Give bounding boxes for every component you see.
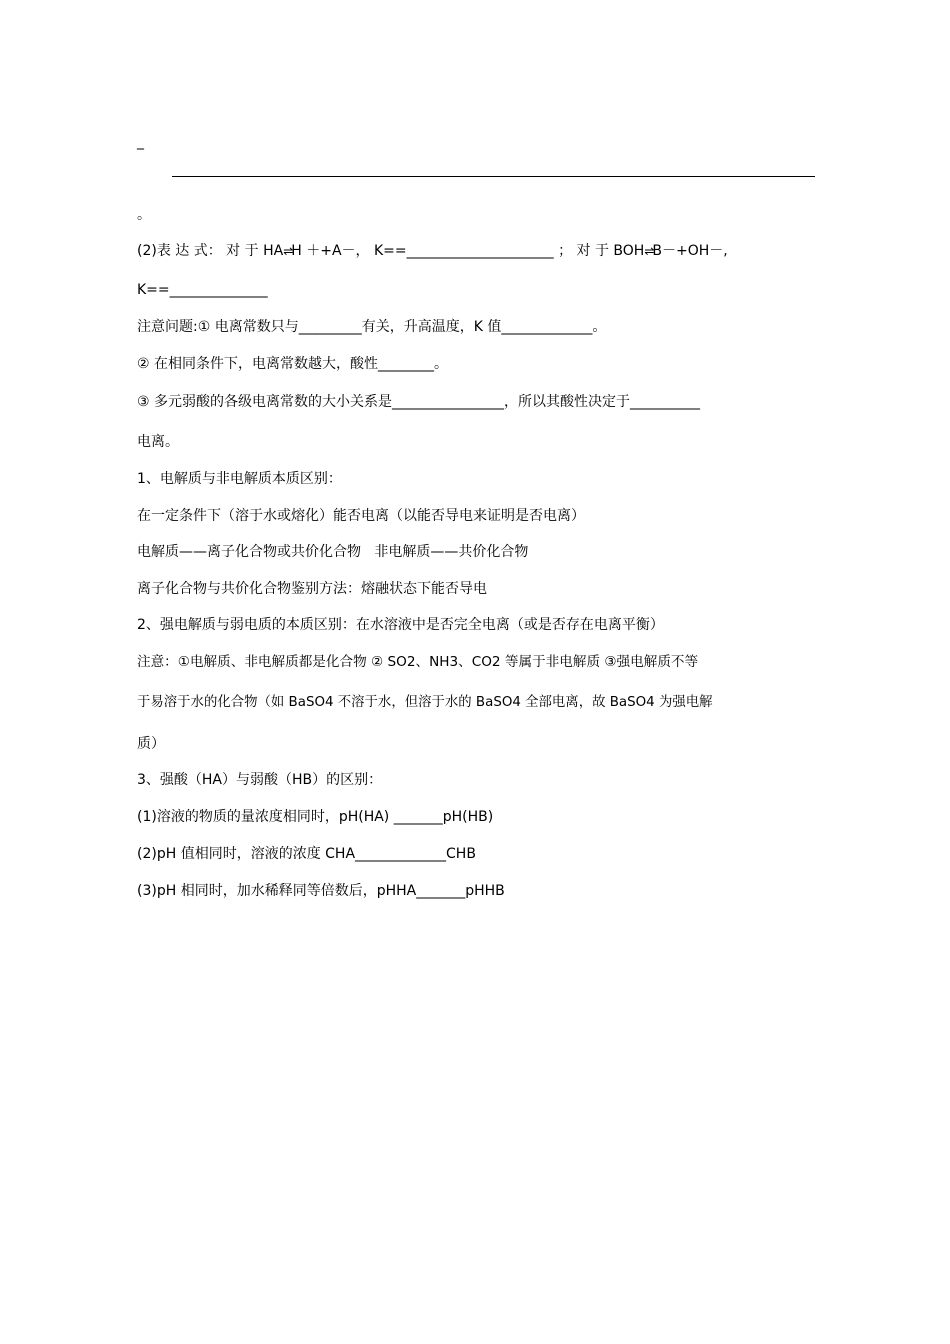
section-2-note-1: 注意：①电解质、非电解质都是化合物 ② SO2、NH3、CO2 等属于非电解质 ③强电解质不等 xyxy=(137,654,699,670)
section-1-line-2: 电解质——离子化合物或共价化合物 非电解质——共价化合物 xyxy=(137,544,529,560)
equilibrium-arrow-icon: ⇌ xyxy=(283,244,292,258)
note-line-1: 注意问题:① 电离常数只与_________有关，升高温度，K 值_____________。 xyxy=(137,319,607,335)
note-line-3: ③ 多元弱酸的各级电离常数的大小关系是________________，所以其酸性决定于__________ xyxy=(137,394,700,410)
section-3-heading: 3、强酸（HA）与弱酸（HB）的区别： xyxy=(137,772,383,788)
note-line-3-cont: 电离。 xyxy=(137,434,179,450)
k-expression-line: K==______________ xyxy=(137,282,268,298)
note-line-2: ② 在相同条件下，电离常数越大，酸性________。 xyxy=(137,356,448,372)
section-1-heading: 1、电解质与非电解质本质区别： xyxy=(137,471,342,487)
section-1-line-3: 离子化合物与共价化合物鉴别方法：熔融状态下能否导电 xyxy=(137,581,487,597)
dash-line: _ xyxy=(137,134,144,150)
section-1-line-1: 在一定条件下（溶于水或熔化）能否电离（以能否导电来证明是否电离） xyxy=(137,508,585,524)
expression-part-1: (2)表 达 式： 对 于 HA⇌H ＋+A－， K==_____________________ ； 对 于 BOH⇌B－+OH－, xyxy=(137,243,728,259)
section-3-item-1: (1)溶液的物质的量浓度相同时，pH(HA) _______pH(HB) xyxy=(137,809,494,825)
section-3-item-3: (3)pH 相同时，加水稀释同等倍数后，pHHA_______pHHB xyxy=(137,883,505,899)
equilibrium-arrow-icon-2: ⇌ xyxy=(644,244,653,258)
expression-line xyxy=(137,241,815,261)
answer-underline xyxy=(172,176,815,177)
section-2-heading: 2、强电解质与弱电质的本质区别：在水溶液中是否完全电离（或是否存在电离平衡） xyxy=(137,617,664,633)
section-2-note-2: 于易溶于水的化合物（如 BaSO4 不溶于水，但溶于水的 BaSO4 全部电离，故 BaSO4 为强电解 xyxy=(137,695,713,710)
period-line: 。 xyxy=(137,207,151,223)
section-2-note-3: 质） xyxy=(137,736,165,752)
section-3-item-2: (2)pH 值相同时，溶液的浓度 CHA_____________CHB xyxy=(137,846,476,862)
